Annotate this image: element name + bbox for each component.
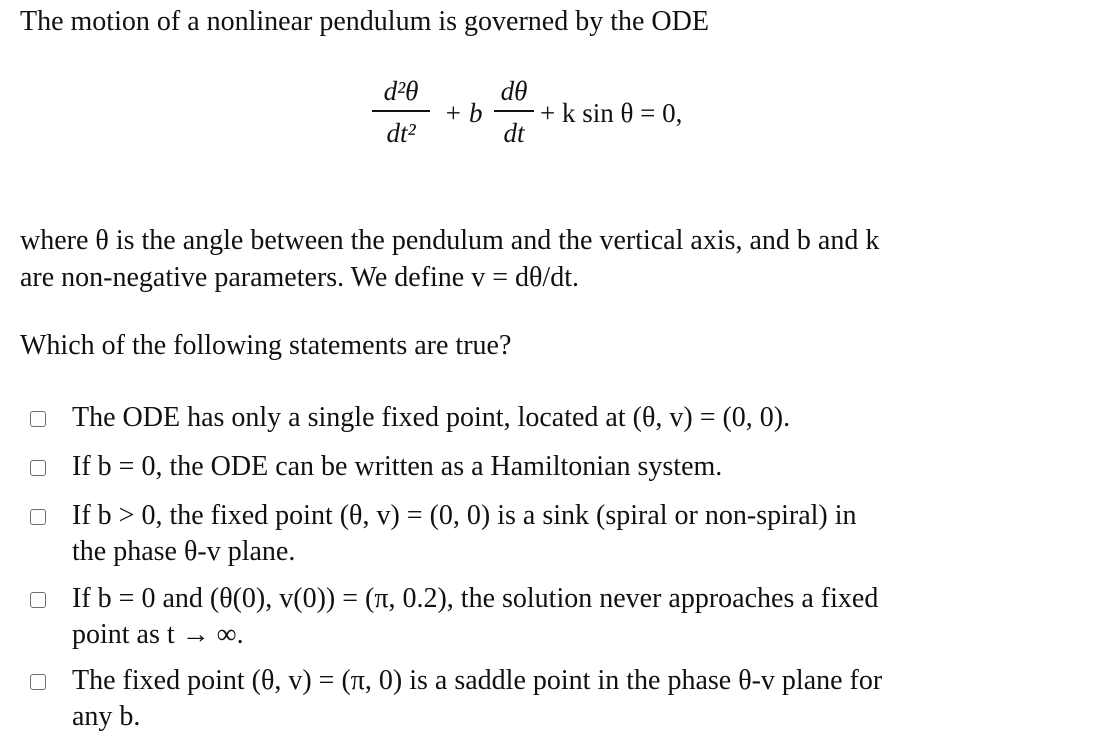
- first-derivative-fraction: [494, 74, 534, 150]
- option-line: any b.: [72, 701, 141, 732]
- option-line: If b > 0, the fixed point (θ, v) = (0, 0) is a sink (spiral or non-spiral) in: [72, 500, 857, 531]
- fraction-denominator: dt: [503, 117, 525, 148]
- question-prompt: Which of the following statements are true?: [20, 330, 512, 361]
- option-line: If b = 0, the ODE can be written as a Hamiltonian system.: [72, 451, 723, 482]
- fraction-numerator: d²θ: [383, 76, 419, 106]
- fraction-denominator: dt²: [386, 117, 416, 148]
- second-derivative-fraction: [372, 74, 430, 150]
- damping-term-coefficient: + b: [444, 98, 483, 128]
- fraction-bar: [494, 110, 534, 112]
- option-line: If b = 0 and (θ(0), v(0)) = (π, 0.2), the solution never approaches a fixed: [72, 583, 879, 614]
- option-line: The ODE has only a single fixed point, located at (θ, v) = (0, 0).: [72, 402, 791, 433]
- option-2-checkbox[interactable]: [30, 460, 46, 476]
- description-line-1: where θ is the angle between the pendulum and the vertical axis, and b and k: [20, 225, 880, 256]
- option-4-label[interactable]: [72, 581, 1072, 653]
- option-5-label[interactable]: [72, 663, 1072, 735]
- option-line: the phase θ-v plane.: [72, 536, 296, 567]
- option-5-checkbox[interactable]: [30, 674, 46, 690]
- option-1-checkbox[interactable]: [30, 411, 46, 427]
- option-3-label[interactable]: [72, 498, 1072, 570]
- option-1-label[interactable]: [72, 400, 1072, 436]
- option-3-checkbox[interactable]: [30, 509, 46, 525]
- fraction-bar: [372, 110, 430, 112]
- description-paragraph: [20, 222, 879, 296]
- option-line: point as t → ∞.: [72, 619, 244, 650]
- option-4-checkbox[interactable]: [30, 592, 46, 608]
- intro-text: The motion of a nonlinear pendulum is governed by the ODE: [20, 6, 709, 37]
- fraction-numerator: dθ: [500, 76, 528, 106]
- option-line: The fixed point (θ, v) = (π, 0) is a saddle point in the phase θ-v plane for: [72, 665, 883, 696]
- equation-tail: + k sin θ = 0,: [540, 98, 683, 128]
- option-2-label[interactable]: [72, 449, 1072, 485]
- description-line-2: are non-negative parameters. We define v = dθ/dt.: [20, 262, 579, 293]
